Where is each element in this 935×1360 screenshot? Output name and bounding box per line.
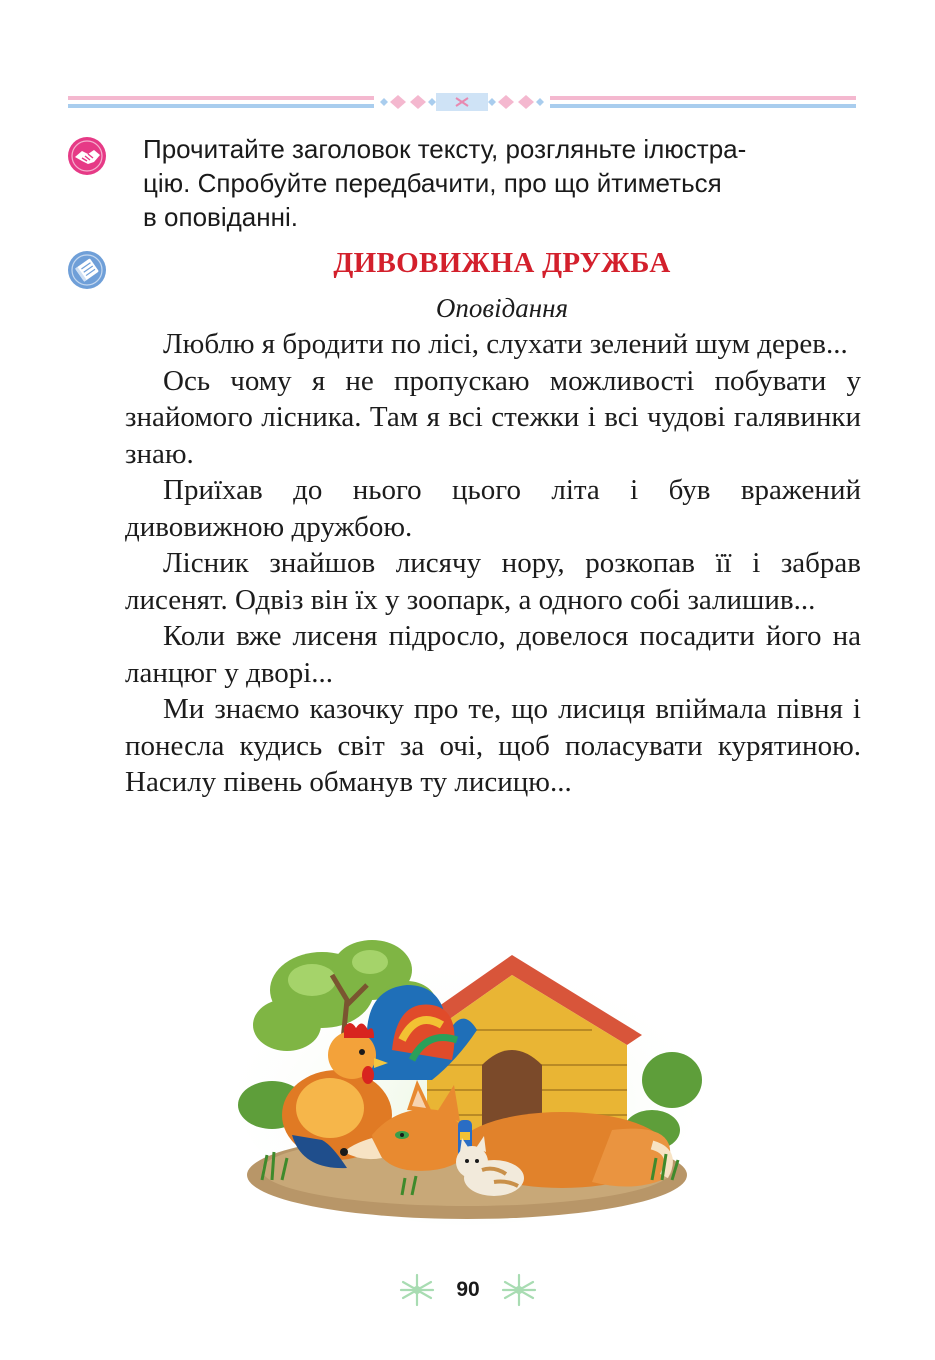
- story-paragraph: Люблю я бродити по лісі, слухати зелений шум дерев...: [163, 328, 848, 360]
- snowflake-ornament-icon: [500, 1272, 538, 1308]
- instruction-line: в оповіданні.: [143, 202, 298, 232]
- handshake-icon: [67, 136, 107, 176]
- story-paragraph: Ми знаємо казочку про те, що лисиця впіймала півня і понесла кудись світ за очі, щоб поласувати курятиною. Насилу півень обманув ту лисицю...: [125, 693, 861, 798]
- instruction-line: цію. Спробуйте передбачити, про що йтиметься: [143, 168, 722, 198]
- page-number: 90: [456, 1278, 480, 1301]
- story-paragraph: Ось чому я не пропускаю можливості побувати у знайомого лісника. Там я всі стежки і всі чудові галявинки знаю.: [125, 364, 861, 470]
- task-instruction: [143, 132, 861, 234]
- instruction-line: Прочитайте заголовок тексту, розгляньте ілюстра-: [143, 134, 747, 164]
- story-genre: Оповідання: [435, 293, 569, 323]
- story-illustration: [232, 930, 702, 1225]
- story-body: [125, 326, 861, 801]
- story-paragraph: Приїхав до нього цього літа і був вражений дивовижною дружбою.: [125, 474, 861, 543]
- story-paragraph: Лісник знайшов лисячу нору, розкопав її і забрав лисенят. Одвіз він їх у зоопарк, а одного собі залишив...: [125, 547, 861, 616]
- story-paragraph: Коли вже лисеня підросло, довелося посадити його на ланцюг у дворі...: [125, 620, 861, 689]
- story-title: ДИВОВИЖНА ДРУЖБА: [333, 247, 671, 279]
- book-icon: [67, 250, 107, 290]
- page-footer: [398, 1272, 538, 1308]
- header-ornament-band: [68, 92, 856, 112]
